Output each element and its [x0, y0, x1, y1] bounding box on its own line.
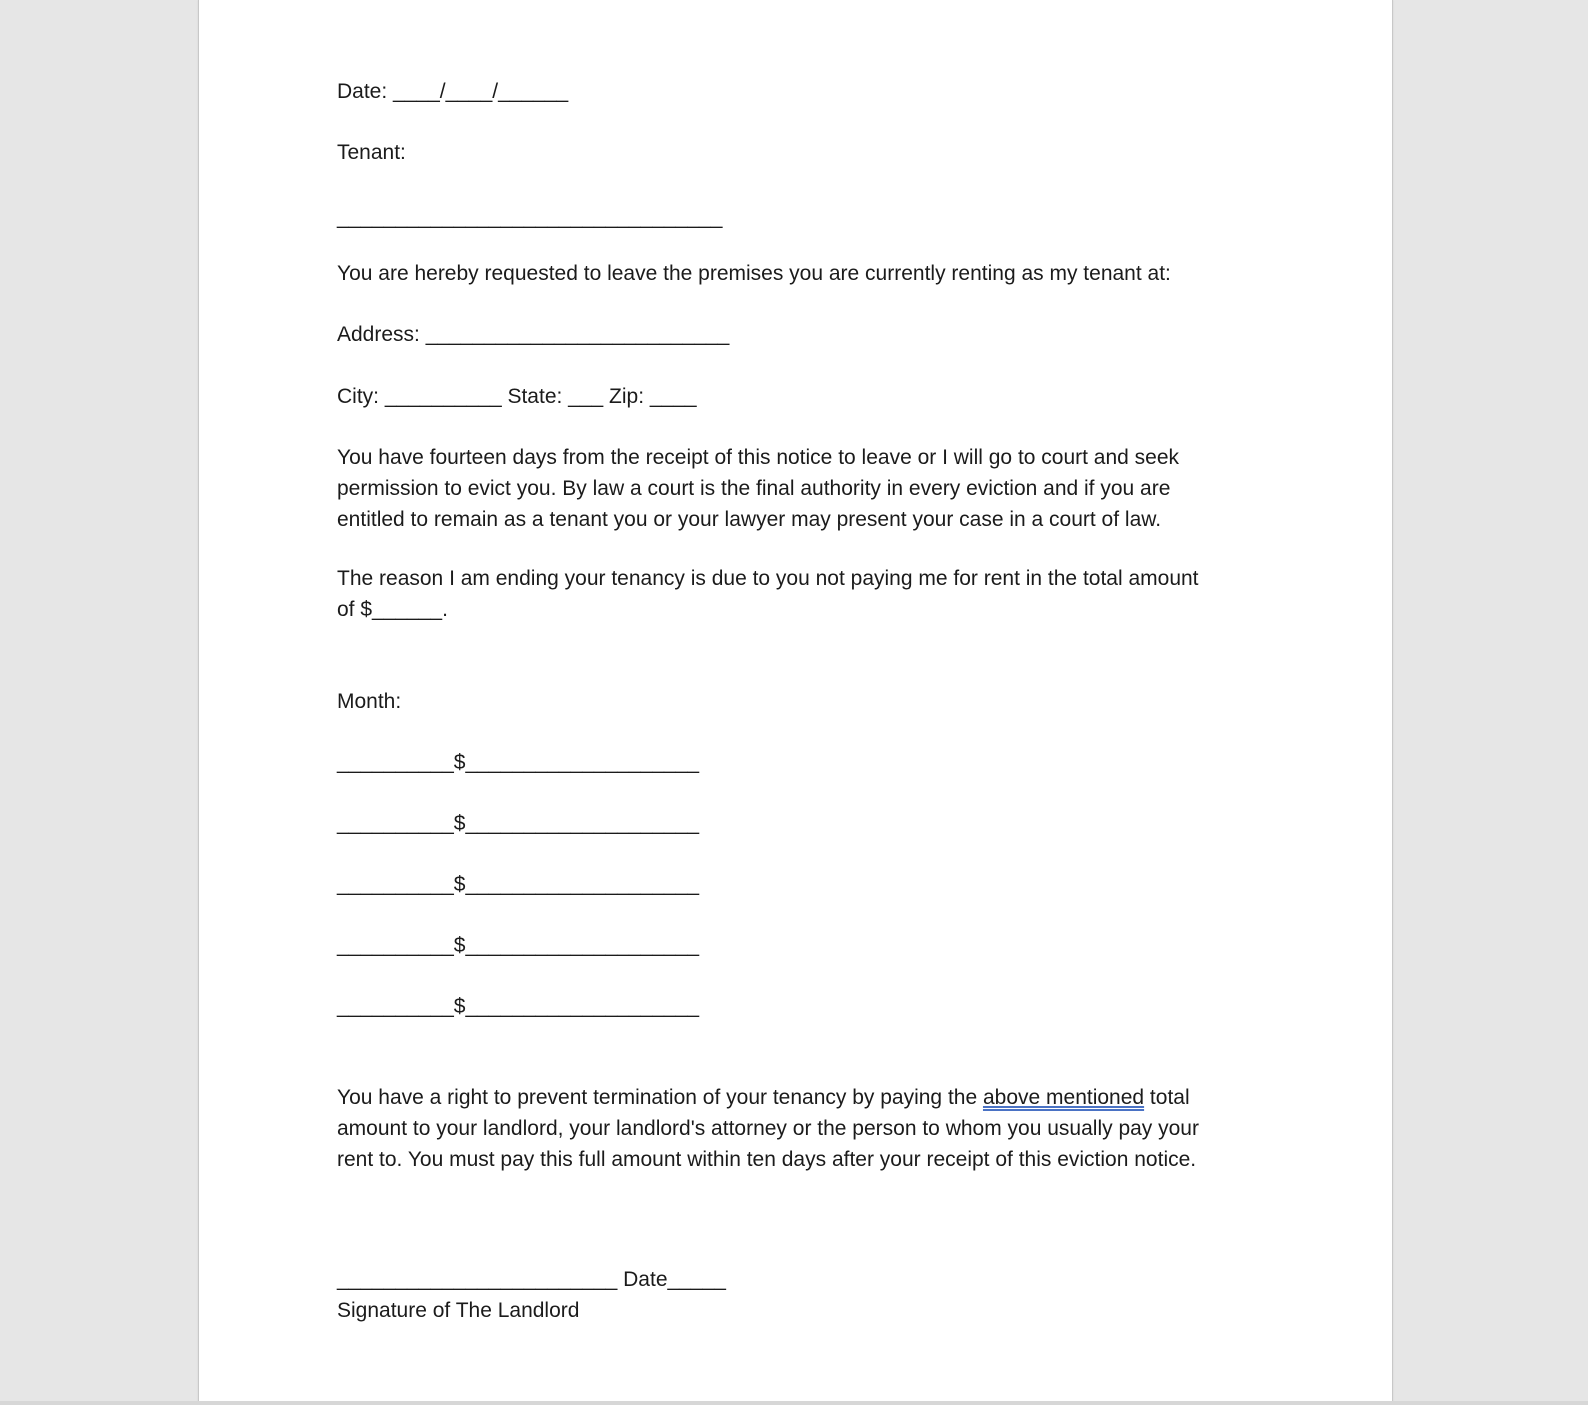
bottom-edge — [0, 1401, 1588, 1405]
notice-line: permission to evict you. By law a court is the final authority in every eviction and if you are — [337, 477, 1171, 500]
notice-paragraph[interactable] — [337, 442, 1257, 535]
month-label[interactable]: Month: — [337, 690, 402, 713]
document-page[interactable] — [198, 0, 1393, 1403]
notice-line: You have fourteen days from the receipt of this notice to leave or I will go to court and seek — [337, 446, 1180, 469]
month-row[interactable]: __________$____________________ — [337, 873, 700, 896]
reason-line: of $______. — [337, 598, 448, 621]
reason-line: The reason I am ending your tenancy is due to you not paying me for rent in the total amount — [337, 567, 1199, 590]
month-row[interactable]: __________$____________________ — [337, 934, 700, 957]
right-line1-post: total — [1144, 1086, 1190, 1109]
right-line: rent to. You must pay this full amount within ten days after your receipt of this eviction notice. — [337, 1148, 1197, 1171]
right-line: amount to your landlord, your landlord's attorney or the person to whom you usually pay your — [337, 1117, 1199, 1140]
date-line[interactable]: Date: ____/____/______ — [337, 80, 569, 103]
notice-line: entitled to remain as a tenant you or your lawyer may present your case in a court of law. — [337, 508, 1162, 531]
month-row[interactable]: __________$____________________ — [337, 751, 700, 774]
signature-label[interactable]: Signature of The Landlord — [337, 1299, 580, 1322]
address-line[interactable]: Address: __________________________ — [337, 323, 730, 346]
month-row[interactable]: __________$____________________ — [337, 812, 700, 835]
month-row[interactable]: __________$____________________ — [337, 995, 700, 1018]
reason-paragraph[interactable] — [337, 563, 1257, 625]
tenant-label[interactable]: Tenant: — [337, 141, 406, 164]
spelling-flag-text[interactable]: above mentioned — [982, 1086, 1145, 1109]
signature-line[interactable]: ________________________ Date_____ — [337, 1268, 726, 1291]
right-line-first — [337, 1082, 1257, 1113]
right-line1-pre: You have a right to prevent termination of your tenancy by paying the — [337, 1086, 983, 1109]
city-state-zip-line[interactable]: City: __________ State: ___ Zip: ____ — [337, 385, 697, 408]
tenant-blank[interactable]: _________________________________ — [337, 206, 723, 229]
request-text[interactable]: You are hereby requested to leave the premises you are currently renting as my tenant at: — [337, 262, 1171, 285]
right-paragraph[interactable] — [337, 1082, 1257, 1175]
